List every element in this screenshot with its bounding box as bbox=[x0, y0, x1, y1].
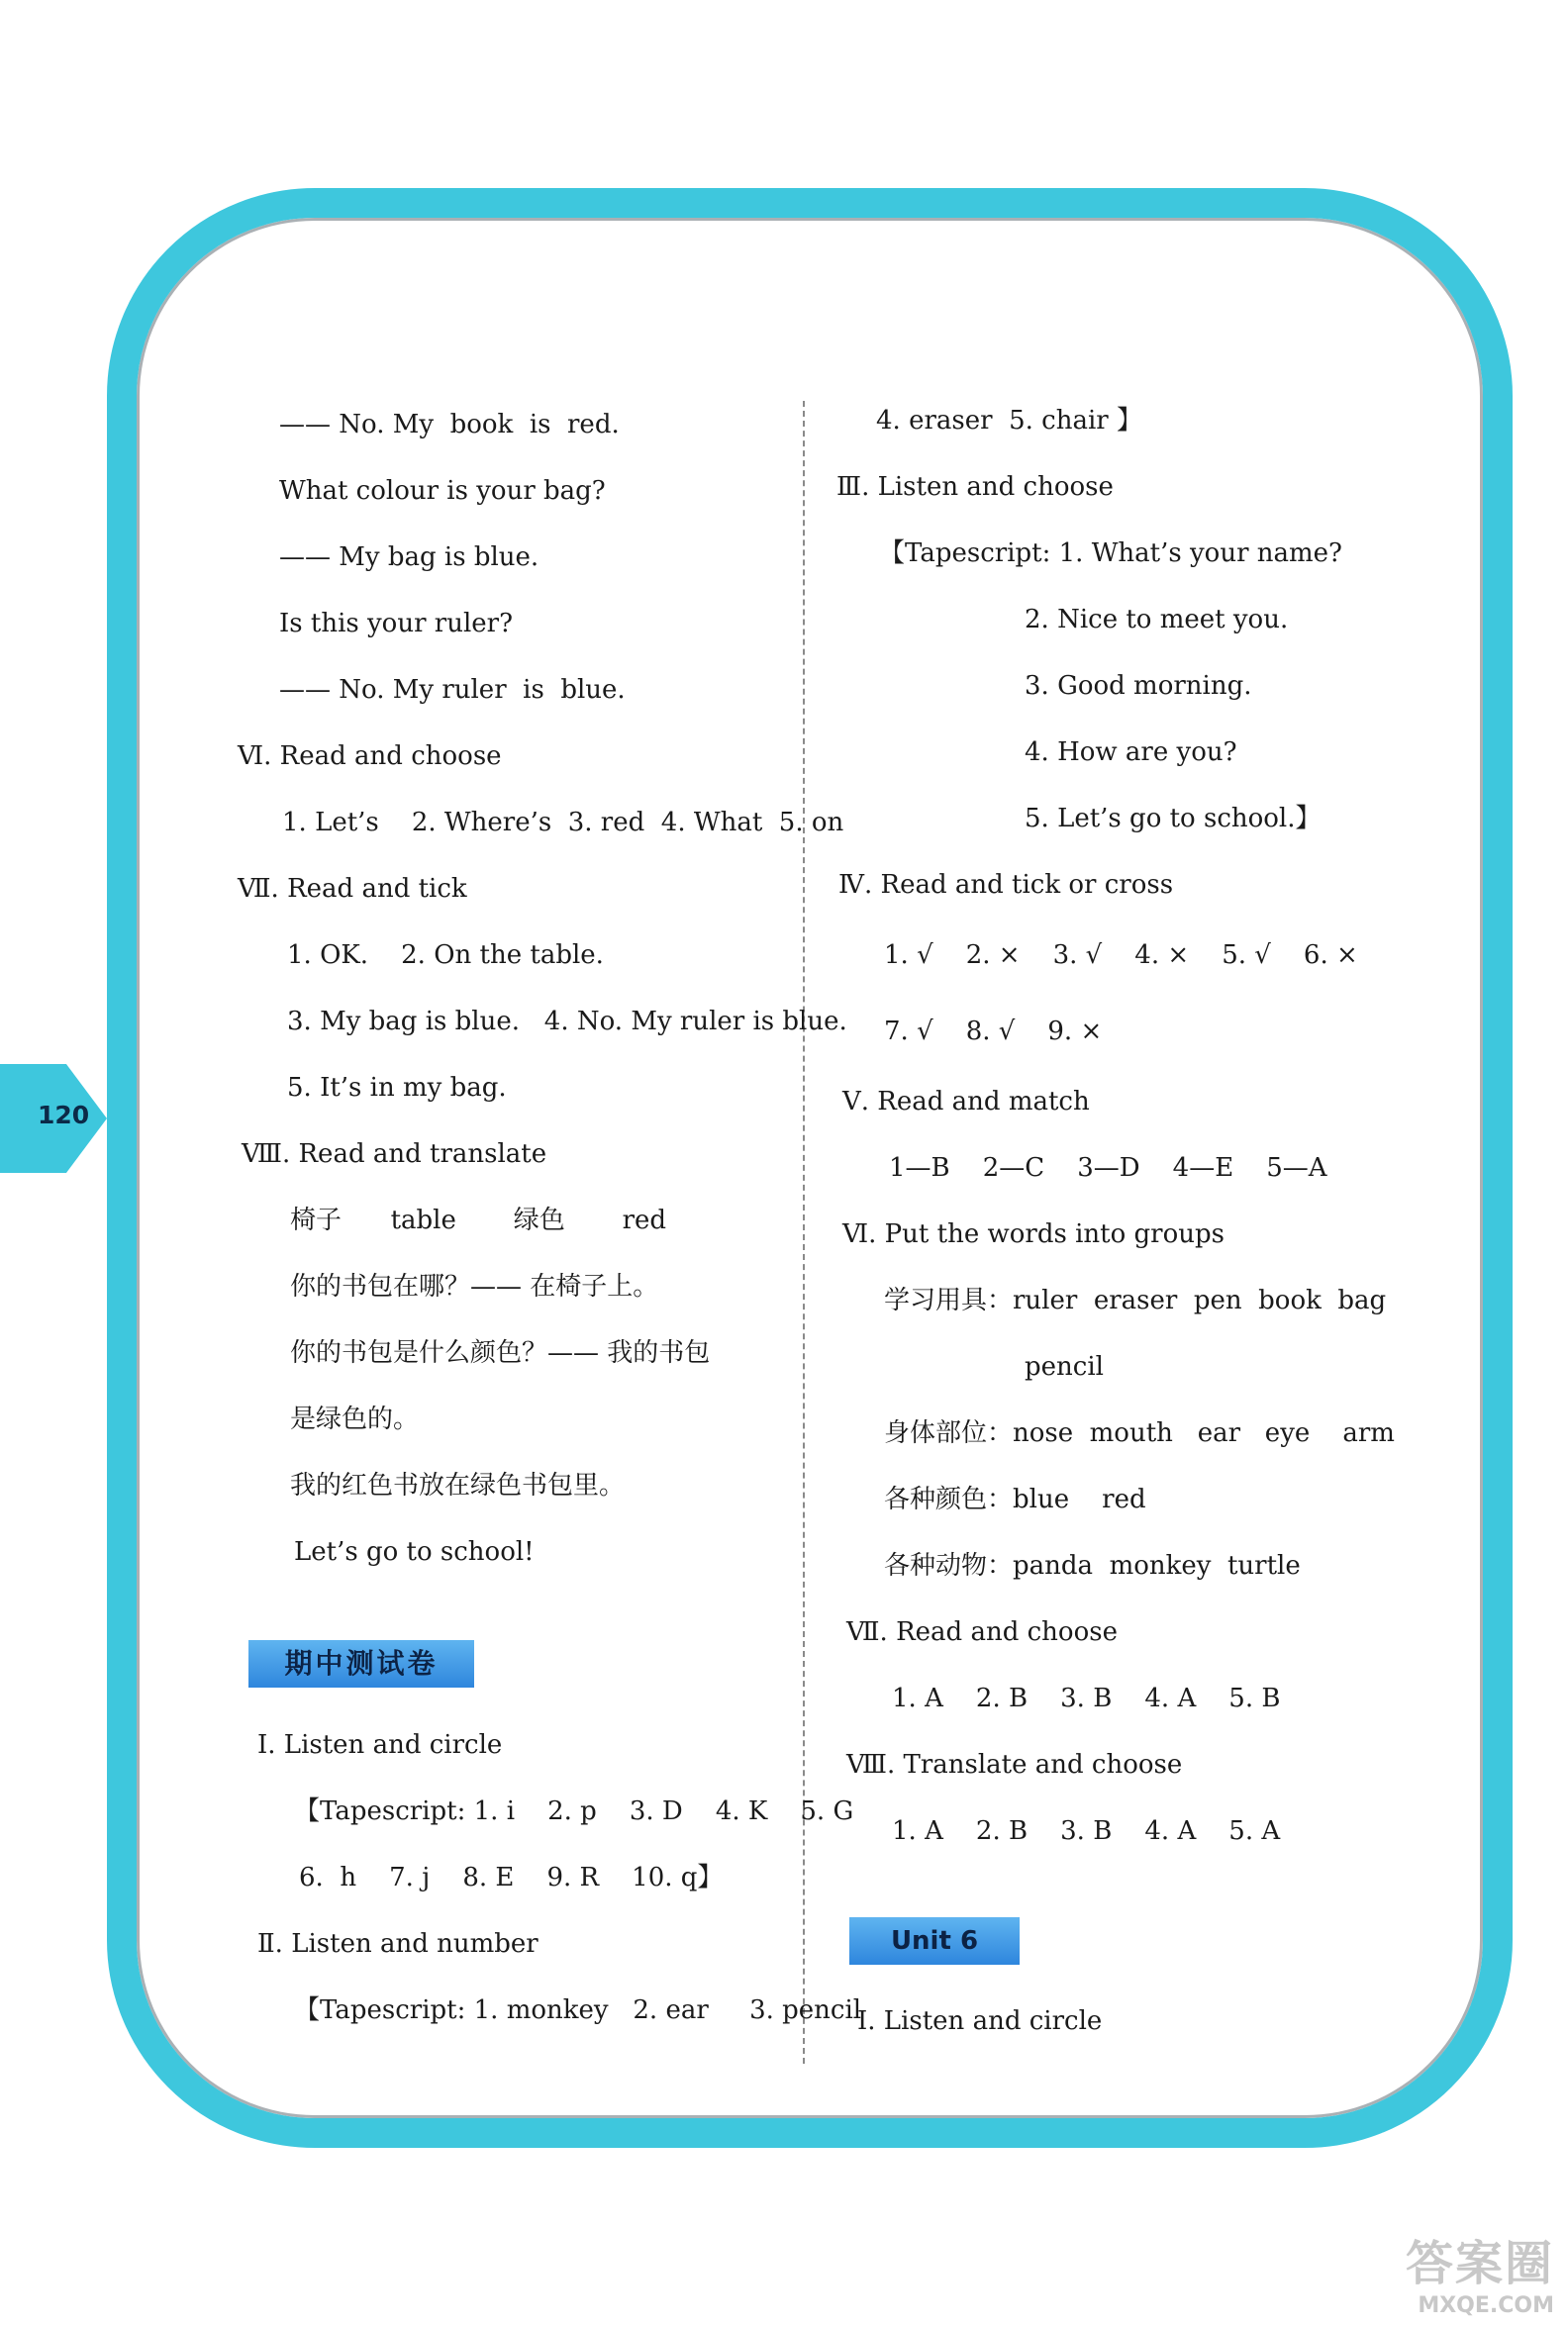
text-line: 5. Let’s go to school.】 bbox=[1025, 804, 1322, 833]
text-line: 3. My bag is blue. 4. No. My ruler is blue. bbox=[287, 1007, 847, 1036]
text-line: 椅子 table 绿色 red bbox=[290, 1206, 667, 1235]
page-number: 120 bbox=[38, 1101, 90, 1129]
text-line: 1. OK. 2. On the table. bbox=[287, 940, 604, 970]
tick-cross-answers: 7. √ 8. √ 9. × bbox=[884, 1017, 1103, 1046]
text-line: —— No. My book is red. bbox=[279, 410, 620, 439]
text-line: —— No. My ruler is blue. bbox=[279, 675, 626, 705]
section-heading: Ⅰ. Listen and circle bbox=[857, 2006, 1103, 2036]
text-line: 【Tapescript: 1. monkey 2. ear 3. pencil bbox=[294, 1995, 862, 2025]
text-line: 是绿色的。 bbox=[290, 1405, 420, 1434]
text-line: 学习用具：ruler eraser pen book bag bbox=[884, 1286, 1387, 1315]
section-heading: Ⅶ. Read and choose bbox=[846, 1617, 1118, 1647]
section-heading: Ⅵ. Read and choose bbox=[238, 741, 502, 771]
tick-cross-answers: 1. √ 2. × 3. √ 4. × 5. √ 6. × bbox=[884, 940, 1358, 970]
text-line: 身体部位：nose mouth ear eye arm bbox=[884, 1418, 1395, 1448]
text-line: 各种颜色：blue red bbox=[884, 1485, 1146, 1514]
text-line: 1. Let’s 2. Where’s 3. red 4. What 5. on bbox=[282, 808, 844, 837]
text-line: What colour is your bag? bbox=[279, 476, 606, 506]
section-heading: Ⅱ. Listen and number bbox=[257, 1929, 539, 1959]
text-line: Is this your ruler? bbox=[279, 609, 514, 638]
text-line: 3. Good morning. bbox=[1025, 671, 1252, 701]
text-line: 各种动物：panda monkey turtle bbox=[884, 1551, 1301, 1581]
text-line: 【Tapescript: 1. i 2. p 3. D 4. K 5. G bbox=[294, 1796, 854, 1826]
text-line: —— My bag is blue. bbox=[279, 542, 539, 572]
text-line: 1. A 2. B 3. B 4. A 5. B bbox=[892, 1684, 1281, 1713]
text-line: 4. How are you? bbox=[1025, 737, 1237, 767]
section-heading: Ⅳ. Read and tick or cross bbox=[838, 870, 1174, 900]
text-line: 1. A 2. B 3. B 4. A 5. A bbox=[892, 1816, 1281, 1846]
text-line: 4. eraser 5. chair 】 bbox=[876, 406, 1142, 436]
text-line: 你的书包在哪？—— 在椅子上。 bbox=[290, 1272, 659, 1302]
text-line: Let’s go to school! bbox=[294, 1537, 535, 1567]
section-heading: Ⅵ. Put the words into groups bbox=[842, 1219, 1225, 1249]
watermark-brand: 答案圈 bbox=[1405, 2236, 1554, 2291]
midterm-test-banner: 期中测试卷 bbox=[248, 1640, 474, 1688]
text-line: 你的书包是什么颜色？—— 我的书包 bbox=[290, 1338, 711, 1368]
unit-6-banner: Unit 6 bbox=[849, 1917, 1020, 1965]
section-heading: Ⅷ. Translate and choose bbox=[846, 1750, 1183, 1780]
text-line: 我的红色书放在绿色书包里。 bbox=[290, 1471, 626, 1501]
text-line: 5. It’s in my bag. bbox=[287, 1073, 507, 1103]
section-heading: Ⅶ. Read and tick bbox=[238, 874, 467, 904]
text-line: 【Tapescript: 1. What’s your name? bbox=[879, 538, 1342, 568]
text-line: 2. Nice to meet you. bbox=[1025, 605, 1289, 634]
section-heading: Ⅲ. Listen and choose bbox=[836, 472, 1114, 502]
text-line: 6. h 7. j 8. E 9. R 10. q】 bbox=[299, 1863, 724, 1892]
section-heading: Ⅴ. Read and match bbox=[842, 1087, 1090, 1116]
watermark-url: MXQE.COM bbox=[1418, 2293, 1554, 2318]
watermark bbox=[1406, 2225, 1554, 2318]
text-line: 1—B 2—C 3—D 4—E 5—A bbox=[889, 1153, 1327, 1183]
section-heading: Ⅷ. Read and translate bbox=[242, 1139, 547, 1169]
text-line: pencil bbox=[1025, 1352, 1104, 1382]
section-heading: Ⅰ. Listen and circle bbox=[257, 1730, 503, 1760]
